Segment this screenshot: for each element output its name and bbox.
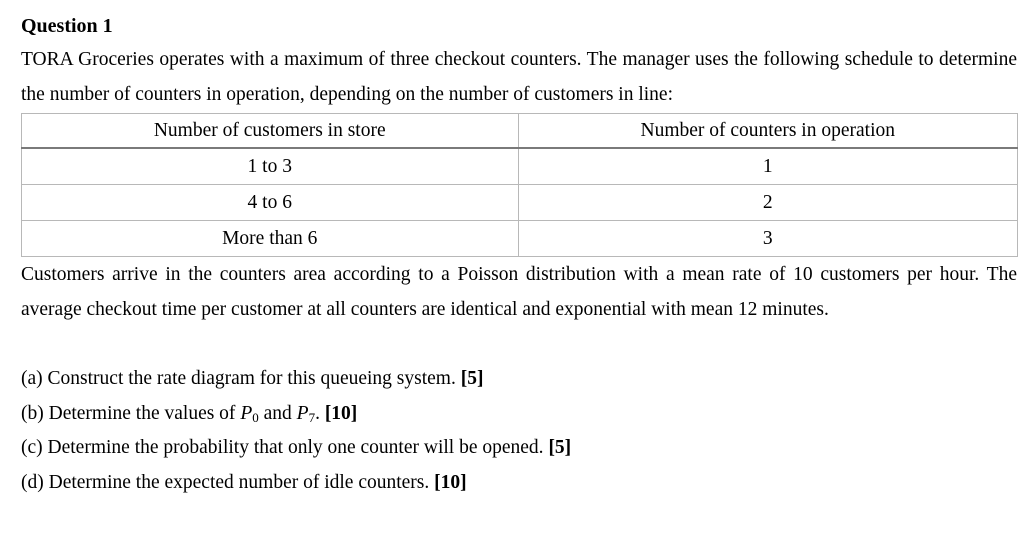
arrival-description: Customers arrive in the counters area according to a Poisson distribution with a mean rate of 10 customers per hour. The average checkout time per customer at all counters are identical and exponential with mean 12 minutes. (21, 264, 1017, 320)
counters-cell: 3 (518, 221, 1018, 257)
customers-cell: 4 to 6 (22, 185, 519, 221)
part-c (21, 431, 1017, 466)
part-a (21, 362, 1017, 397)
counter-schedule-table (21, 113, 1018, 257)
header-counters-in-operation: Number of counters in operation (518, 114, 1018, 149)
part-marks: [10] (434, 471, 467, 493)
counters-cell: 1 (518, 148, 1018, 185)
question-page (21, 12, 1017, 500)
part-label: (b) (21, 402, 44, 424)
part-marks: [10] (324, 402, 358, 424)
part-text: Construct the rate diagram for this queueing system. (47, 368, 456, 389)
table-row (22, 221, 1018, 257)
part-marks: [5] (460, 368, 484, 389)
p-seven-subscript: 7 (308, 409, 316, 425)
customers-cell: 1 to 3 (22, 148, 519, 185)
question-intro: TORA Groceries operates with a maximum of three checkout counters. The manager uses the following schedule to determine the number of counters in operation, depending on the number of customers in line: (21, 49, 1017, 105)
part-d (21, 466, 1017, 501)
part-period: . (315, 402, 320, 424)
part-label: (a) (21, 368, 43, 389)
table-header-row (22, 114, 1018, 149)
header-customers-in-store: Number of customers in store (22, 114, 519, 149)
part-text: Determine the values of (48, 402, 236, 424)
part-b (21, 397, 1017, 432)
part-conjunction: and (263, 402, 292, 424)
counters-cell: 2 (518, 185, 1018, 221)
table-row (22, 148, 1018, 185)
question-title: Question 1 (21, 15, 113, 37)
part-label: (c) (21, 437, 43, 458)
p-zero-subscript: 0 (252, 409, 259, 425)
part-text: Determine the expected number of idle counters. (48, 471, 430, 493)
part-text: Determine the probability that only one counter will be opened. (47, 437, 544, 458)
customers-cell: More than 6 (22, 221, 519, 257)
part-marks: [5] (548, 437, 572, 458)
p-seven-symbol: P (296, 402, 309, 424)
p-zero-symbol: P (240, 402, 253, 424)
part-label: (d) (21, 471, 44, 493)
table-row (22, 185, 1018, 221)
question-parts (21, 362, 1017, 500)
